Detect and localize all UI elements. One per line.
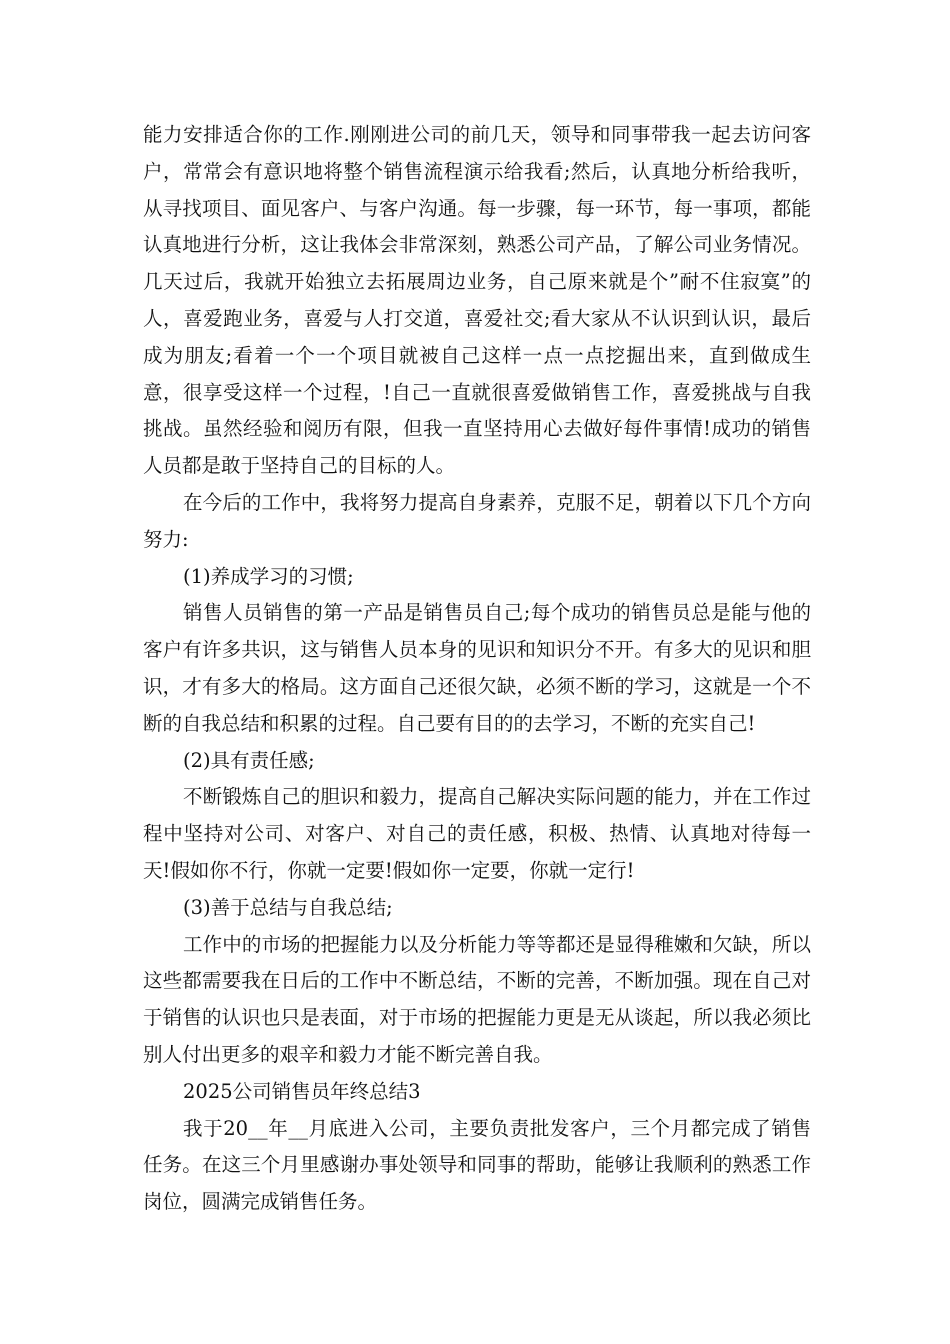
paragraph-summary: 工作中的市场的把握能力以及分析能力等等都还是显得稚嫩和欠缺，所以这些都需要我在日后的工作中不断总结，不断的完善，不断加强。现在自己对于销售的认识也只是表面，对于市场的把握能力更是无从谈起，所以我必须比别人付出更多的艰辛和毅力才能不断完善自我。 (143, 932, 811, 1066)
paragraph-section-3-intro: 我于20__年__月底进入公司，主要负责批发客户，三个月都完成了销售任务。在这三个月里感谢办事处领导和同事的帮助，能够让我顺利的熟悉工作岗位，圆满完成销售任务。 (143, 1116, 811, 1214)
document-body (143, 117, 811, 1221)
list-item-heading-2: (2)具有责任感; (183, 748, 315, 772)
paragraph-improvement-intro: 在今后的工作中，我将努力提高自身素养，克服不足，朝着以下几个方向努力: (143, 490, 811, 551)
paragraph-responsibility: 不断锻炼自己的胆识和毅力，提高自己解决实际问题的能力，并在工作过程中坚持对公司、对客户、对自己的责任感，积极、热情、认真地对待每一天!假如你不行，你就一定要!假如你一定要，你就一定行! (143, 785, 811, 882)
list-item-heading-1: (1)养成学习的习惯; (183, 564, 354, 588)
paragraph-continuation: 能力安排适合你的工作.刚刚进公司的前几天，领导和同事带我一起去访问客户，常常会有意识地将整个销售流程演示给我看;然后，认真地分析给我听，从寻找项目、面见客户、与客户沟通。每一步骤，每一环节，每一事项，都能认真地进行分析，这让我体会非常深刻，熟悉公司产品，了解公司业务情况。几天过后，我就开始独立去拓展周边业务，自己原来就是个”耐不住寂寞”的人，喜爱跑业务，喜爱与人打交道，喜爱社交;看大家从不认识到认识，最后成为朋友;看着一个一个项目就被自己这样一点一点挖掘出来，直到做成生意，很享受这样一个过程，!自己一直就很喜爱做销售工作，喜爱挑战与自我挑战。虽然经验和阅历有限，但我一直坚持用心去做好每件事情!成功的销售人员都是敢于坚持自己的目标的人。 (143, 123, 811, 478)
section-title: 2025公司销售员年终总结3 (183, 1079, 421, 1103)
paragraph-learning: 销售人员销售的第一产品是销售员自己;每个成功的销售员总是能与他的客户有许多共识，这与销售人员本身的见识和知识分不开。有多大的见识和胆识，才有多大的格局。这方面自己还很欠缺，必须不断的学习，这就是一个不断的自我总结和积累的过程。自己要有目的的去学习，不断的充实自己! (143, 601, 811, 735)
list-item-heading-3: (3)善于总结与自我总结; (183, 895, 393, 919)
